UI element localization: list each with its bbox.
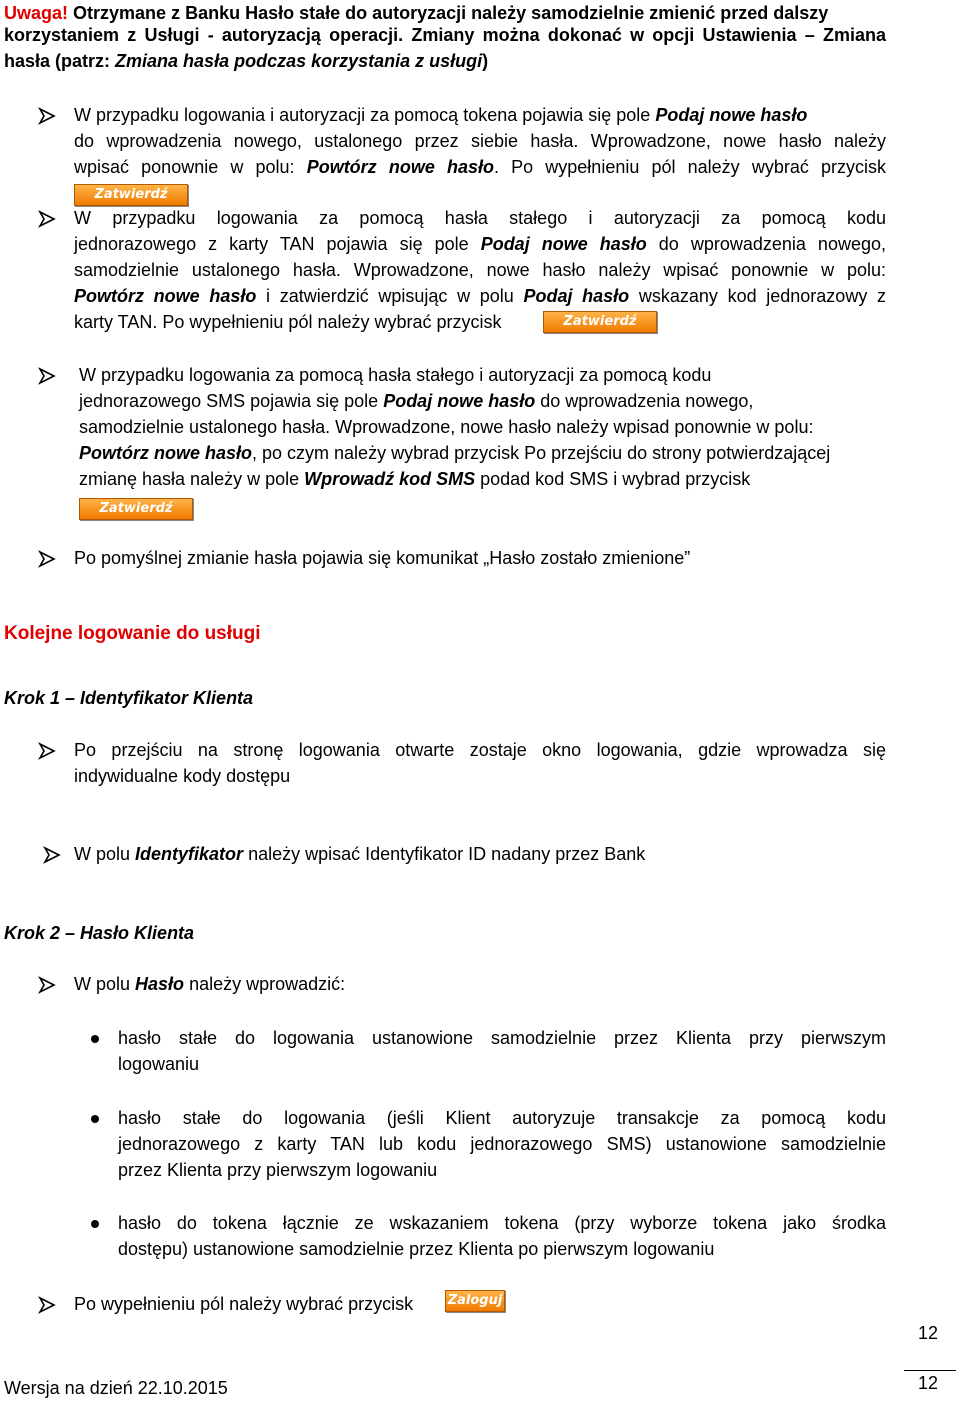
krok2-intro: W polu Hasło należy wprowadzić: [74, 974, 346, 994]
bullet2-line-5: karty TAN. Po wypełnieniu pól należy wybrać przycisk [74, 312, 502, 332]
bullet2-line-1: W przypadku logowania za pomocą hasła stałego i autoryzacji za pomocą kodu [74, 208, 886, 228]
bullet3-line-2: jednorazowego SMS pojawia się pole Podaj nowe hasło do wprowadzenia nowego, [79, 391, 754, 411]
bullet1-line-2: do wprowadzenia nowego, ustalonego przez siebie hasła. Wprowadzone, nowe hasło należy [74, 131, 886, 151]
bullet1-line-1: W przypadku logowania i autoryzacji za pomocą tokena pojawia się pole Podaj nowe hasło [74, 105, 808, 125]
page-number-bottom: 12 [917, 1373, 938, 1393]
arrow-bullet-icon [38, 210, 56, 228]
warning-label: Uwaga! [4, 3, 69, 23]
arrow-bullet-icon [38, 976, 56, 994]
page-number-top: 12 [917, 1323, 938, 1343]
footer-divider [904, 1370, 956, 1371]
warning-text-1: Otrzymane z Banku Hasło stałe do autoryzacji należy samodzielnie zmienić przed dalszy [73, 3, 829, 23]
krok1-bullet1-line-2: indywidualne kody dostępu [74, 766, 291, 786]
warning-line-2: korzystaniem z Usługi - autoryzacją operacji. Zmiany można dokonać w opcji Ustawienia – Zmiana [4, 25, 886, 45]
bullet-dot-icon [91, 1220, 99, 1228]
bullet4-line-1: Po pomyślnej zmianie hasła pojawia się komunikat „Hasło zostało zmienione” [74, 548, 691, 568]
krok2-item1-line-2: logowaniu [118, 1054, 200, 1074]
arrow-bullet-icon [38, 367, 56, 385]
krok2-item1-line-1: hasło stałe do logowania ustanowione samodzielnie przez Klienta przy pierwszym [118, 1028, 886, 1048]
zatwierdz-button[interactable]: Zatwierdź [74, 184, 188, 206]
krok2-item2-line-2: jednorazowego z karty TAN lub kodu jednorazowego SMS) ustanowione samodzielnie [118, 1134, 886, 1154]
krok1-bullet2: W polu Identyfikator należy wpisać Identyfikator ID nadany przez Bank [74, 844, 646, 864]
arrow-bullet-icon [38, 550, 56, 568]
krok2-item2-line-3: przez Klienta przy pierwszym logowaniu [118, 1160, 438, 1180]
footer-version: Wersja na dzień 22.10.2015 [4, 1378, 228, 1398]
krok2-item3-line-2: dostępu) ustanowione samodzielnie przez Klienta po pierwszym logowaniu [118, 1239, 715, 1259]
arrow-bullet-icon [38, 1296, 56, 1314]
bullet3-line-1: W przypadku logowania za pomocą hasła stałego i autoryzacji za pomocą kodu [79, 365, 712, 385]
krok2-item2-line-1: hasło stałe do logowania (jeśli Klient autoryzuje transakcje za pomocą kodu [118, 1108, 886, 1128]
bullet2-line-4: Powtórz nowe hasło i zatwierdzić wpisując w polu Podaj hasło wskazany kod jednorazowy z [74, 286, 886, 306]
arrow-bullet-icon [43, 846, 61, 864]
bullet3-line-5: zmianę hasła należy w pole Wprowadź kod SMS podad kod SMS i wybrad przycisk [79, 469, 751, 489]
bullet3-line-4: Powtórz nowe hasło, po czym należy wybrad przycisk Po przejściu do strony potwierdzającej [79, 443, 831, 463]
krok2-title: Krok 2 – Hasło Klienta [4, 923, 195, 943]
arrow-bullet-icon [38, 742, 56, 760]
bullet1-line-3: wpisać ponownie w polu: Powtórz nowe hasło. Po wypełnieniu pól należy wybrać przycisk [74, 157, 886, 177]
bullet-dot-icon [91, 1115, 99, 1123]
zaloguj-button[interactable]: Zaloguj [445, 1290, 505, 1312]
krok1-bullet1-line-1: Po przejściu na stronę logowania otwarte zostaje okno logowania, gdzie wprowadza się [74, 740, 886, 760]
zatwierdz-button[interactable]: Zatwierdź [79, 498, 193, 520]
krok2-item3-line-1: hasło do tokena łącznie ze wskazaniem tokena (przy wyborze tokena jako środka [118, 1213, 886, 1233]
section-title: Kolejne logowanie do usługi [4, 623, 261, 644]
warning-line-3: hasła (patrz: Zmiana hasła podczas korzystania z usługi) [4, 51, 489, 71]
krok1-title: Krok 1 – Identyfikator Klienta [4, 688, 254, 708]
bullet2-line-3: samodzielnie ustalonego hasła. Wprowadzone, nowe hasło należy wpisać ponownie w polu: [74, 260, 886, 280]
bullet2-line-2: jednorazowego z karty TAN pojawia się pole Podaj nowe hasło do wprowadzenia nowego, [74, 234, 886, 254]
arrow-bullet-icon [38, 107, 56, 125]
bullet3-line-3: samodzielnie ustalonego hasła. Wprowadzone, nowe hasło należy wpisad ponownie w polu: [79, 417, 814, 437]
bullet-dot-icon [91, 1035, 99, 1043]
zatwierdz-button[interactable]: Zatwierdź [543, 311, 657, 333]
krok2-final: Po wypełnieniu pól należy wybrać przycisk [74, 1294, 414, 1314]
